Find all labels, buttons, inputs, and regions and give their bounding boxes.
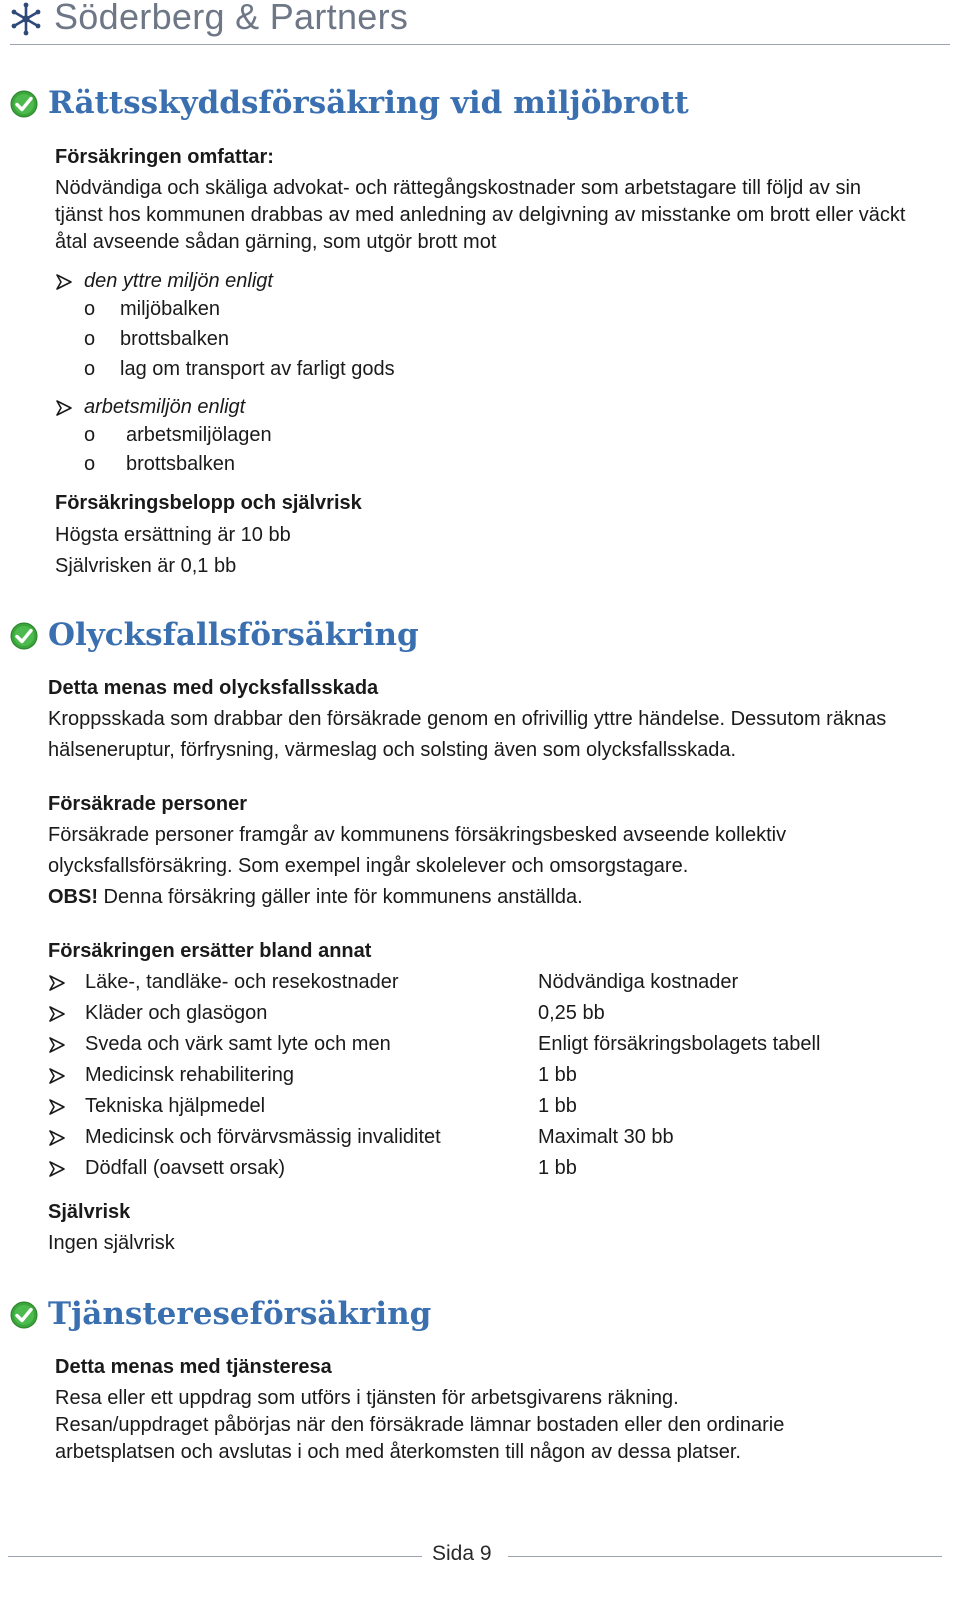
cover-item-value: 0,25 bb bbox=[538, 1002, 605, 1024]
circle-bullet: o bbox=[84, 298, 96, 320]
obs-label: OBS! bbox=[48, 886, 98, 908]
arrow-bullet-icon bbox=[48, 1129, 66, 1147]
cover-item-value: 1 bb bbox=[538, 1064, 577, 1086]
list-item bbox=[48, 1124, 928, 1155]
list-item bbox=[48, 969, 928, 1000]
list-item bbox=[48, 1093, 928, 1124]
persons-line: olycksfallsförsäkring. Som exempel ingår skolelever och omsorgstagare. bbox=[48, 855, 689, 877]
cover-item-label: Kläder och glasögon bbox=[85, 1002, 268, 1024]
list-item bbox=[48, 1062, 928, 1093]
definition-line: Resan/uppdraget påbörjas när den försäkrade lämnar bostaden eller den ordinarie bbox=[55, 1414, 785, 1436]
circle-bullet: o bbox=[84, 328, 96, 350]
cover-item-value: 1 bb bbox=[538, 1157, 577, 1179]
cover-item-label: Tekniska hjälpmedel bbox=[85, 1095, 266, 1117]
definition-line: Resa eller ett uppdrag som utförs i tjänsten för arbetsgivarens räkning. bbox=[55, 1387, 679, 1409]
green-check-icon bbox=[10, 622, 38, 650]
section-title-tjanstereseforsakring bbox=[10, 1296, 910, 1339]
cover-item-value: Nödvändiga kostnader bbox=[538, 971, 739, 993]
list-item: arbetsmiljölagen bbox=[126, 424, 272, 446]
brand-name: Söderberg & Partners bbox=[54, 0, 409, 37]
section-title-rattsskydd bbox=[10, 85, 910, 128]
snowflake-logo-icon bbox=[10, 2, 42, 36]
definition-heading: Detta menas med tjänsteresa bbox=[55, 1356, 332, 1378]
circle-bullet: o bbox=[84, 453, 96, 475]
cover-item-label: Sveda och värk samt lyte och men bbox=[85, 1033, 391, 1055]
arrow-bullet-icon bbox=[48, 974, 66, 992]
definition-line: Kroppsskada som drabbar den försäkrade genom en ofrivillig yttre händelse. Dessutom räknas bbox=[48, 708, 887, 730]
arrow-bullet-icon bbox=[55, 399, 73, 417]
list-item: miljöbalken bbox=[120, 298, 221, 320]
list-item: brottsbalken bbox=[126, 453, 235, 475]
arrow-bullet-icon bbox=[48, 1067, 66, 1085]
amount-line: Högsta ersättning är 10 bb bbox=[55, 524, 291, 546]
list-group-label: den yttre miljön enligt bbox=[84, 270, 273, 292]
intro-line: tjänst hos kommunen drabbas av med anledning av delgivning av misstanke om brott eller väckt bbox=[55, 204, 906, 226]
cover-item-value: Enligt försäkringsbolagets tabell bbox=[538, 1033, 821, 1055]
deductible-heading: Självrisk bbox=[48, 1201, 131, 1223]
persons-line: Försäkrade personer framgår av kommunens försäkringsbesked avseende kollektiv bbox=[48, 824, 787, 846]
arrow-bullet-icon bbox=[55, 273, 73, 291]
footer-divider-right bbox=[508, 1556, 942, 1557]
arrow-bullet-icon bbox=[48, 1005, 66, 1023]
definition-line: hälseneruptur, förfrysning, värmeslag och solsting även som olycksfallsskada. bbox=[48, 739, 737, 761]
obs-text: Denna försäkring gäller inte för kommunens anställda. bbox=[98, 886, 583, 908]
cover-heading: Försäkringen ersätter bland annat bbox=[48, 940, 372, 962]
amount-line: Självrisken är 0,1 bb bbox=[55, 555, 237, 577]
arrow-bullet-icon bbox=[48, 1036, 66, 1054]
cover-item-label: Läke-, tandläke- och resekostnader bbox=[85, 971, 399, 993]
list-item: brottsbalken bbox=[120, 328, 229, 350]
circle-bullet: o bbox=[84, 358, 96, 380]
green-check-icon bbox=[10, 90, 38, 118]
green-check-icon bbox=[10, 1301, 38, 1329]
definition-line: arbetsplatsen och avslutas i och med återkomsten till någon av dessa platser. bbox=[55, 1441, 741, 1463]
section-title-olycksfall bbox=[10, 617, 910, 660]
covers-heading: Försäkringen omfattar: bbox=[55, 146, 274, 168]
cover-item-label: Medicinsk rehabilitering bbox=[85, 1064, 294, 1086]
section-title-text: Olycksfallsförsäkring bbox=[48, 617, 419, 653]
list-item bbox=[48, 1031, 928, 1062]
cover-item-label: Medicinsk och förvärvsmässig invaliditet bbox=[85, 1126, 441, 1148]
amount-heading: Försäkringsbelopp och självrisk bbox=[55, 492, 362, 514]
intro-line: Nödvändiga och skäliga advokat- och rättegångskostnader som arbetstagare till följd av sin bbox=[55, 177, 862, 199]
header-divider bbox=[10, 44, 950, 45]
deductible-text: Ingen självrisk bbox=[48, 1232, 175, 1254]
intro-line: åtal avseende sådan gärning, som utgör brott mot bbox=[55, 231, 497, 253]
cover-item-value: 1 bb bbox=[538, 1095, 577, 1117]
persons-heading: Försäkrade personer bbox=[48, 793, 247, 815]
list-item: lag om transport av farligt gods bbox=[120, 358, 395, 380]
page-header bbox=[10, 0, 950, 48]
arrow-bullet-icon bbox=[48, 1098, 66, 1116]
list-item bbox=[48, 1155, 928, 1186]
cover-item-value: Maximalt 30 bb bbox=[538, 1126, 674, 1148]
page-number: Sida 9 bbox=[432, 1542, 492, 1565]
section-title-text: Tjänstereseförsäkring bbox=[48, 1296, 432, 1332]
section-title-text: Rättsskyddsförsäkring vid miljöbrott bbox=[48, 85, 689, 121]
list-item bbox=[48, 1000, 928, 1031]
cover-list bbox=[48, 969, 928, 1186]
definition-heading: Detta menas med olycksfallsskada bbox=[48, 677, 379, 699]
arrow-bullet-icon bbox=[48, 1160, 66, 1178]
obs-note bbox=[48, 884, 583, 911]
footer-divider-left bbox=[8, 1556, 422, 1557]
circle-bullet: o bbox=[84, 424, 96, 446]
list-group-label: arbetsmiljön enligt bbox=[84, 396, 246, 418]
cover-item-label: Dödfall (oavsett orsak) bbox=[85, 1157, 286, 1179]
